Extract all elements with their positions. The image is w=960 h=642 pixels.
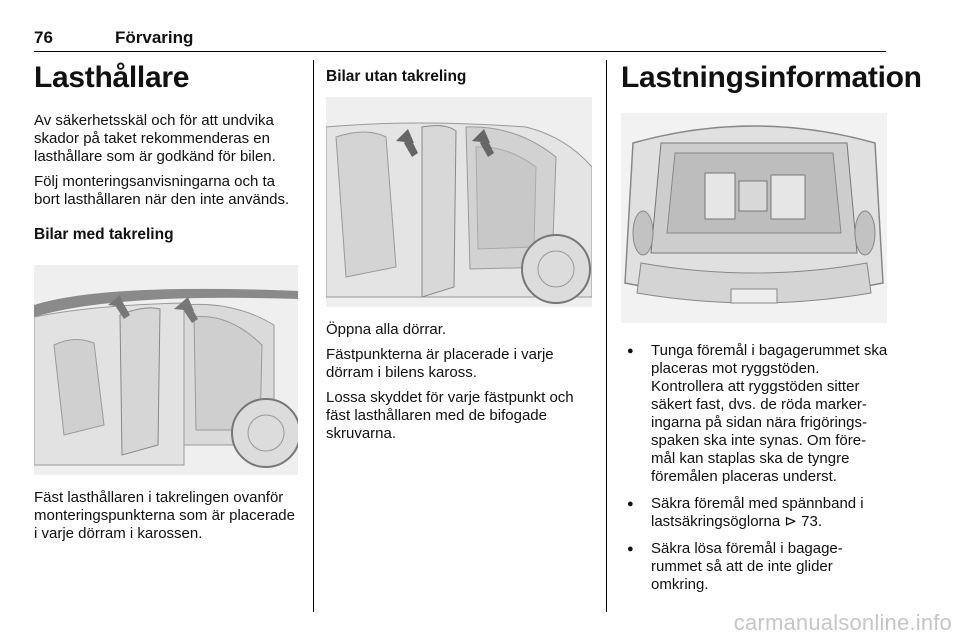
watermark: carmanualsonline.info — [733, 610, 952, 635]
subtitle-with-roof-rails: Bilar med takreling — [34, 226, 174, 243]
list-item: ● Tunga föremål i bagagerummet ska placeras mot ryggstöden. Kontrollera att ryggstöden sitter säkert fast, dvs. de röda marker-ingarna på sidan nära frigörings-spaken ska inte synas. Om före-mål kan staplas ska de tyngre föremålen placeras underst. — [621, 342, 889, 486]
list-item: ● Säkra föremål med spännband i lastsäkringsöglorna ⊳ 73. — [621, 495, 889, 531]
column-divider-2 — [606, 60, 607, 612]
section-title-loading-information: Lastningsinformation — [621, 61, 922, 94]
paragraph-safety: Av säkerhetsskäl och för att undvika skador på taket rekommenderas en lasthållare som är godkänd för bilen. — [34, 112, 276, 165]
column-roof-rack — [34, 60, 300, 245]
chapter-title: Förvaring — [115, 28, 194, 47]
list-item: ● Säkra lösa föremål i bagage-rummet så att de inte glider omkring. — [621, 540, 889, 594]
paragraph-installation: Följ monteringsanvisningarna och ta bort lasthållaren när den inte används. — [34, 173, 290, 208]
illustration-cargo-area — [621, 113, 887, 323]
column-without-roof-rails — [326, 60, 594, 87]
loading-bullet-list — [621, 342, 889, 594]
page-number: 76 — [34, 28, 53, 47]
column-loading-information — [621, 60, 922, 96]
paragraph-open-doors: Öppna alla dörrar. — [326, 321, 447, 338]
page-header — [34, 28, 886, 52]
column-divider-1 — [313, 60, 314, 612]
illustration-car-without-roof-rails — [326, 97, 592, 307]
paragraph-remove-cover: Lossa skyddet för varje fästpunkt och fäst lasthållaren med de bifogade skruvarna. — [326, 389, 574, 442]
illustration-car-with-roof-rails — [34, 265, 298, 475]
paragraph-mount-points: Fästpunkterna är placerade i varje dörram i bilens kaross. — [326, 346, 554, 381]
subtitle-without-roof-rails: Bilar utan takreling — [326, 68, 467, 85]
section-title-roof-rack: Lasthållare — [34, 61, 190, 94]
figure-caption-roof-rails: Fäst lasthållaren i takrelingen ovanför monteringspunkterna som är placerade i varje dörram i karossen. — [34, 489, 295, 542]
